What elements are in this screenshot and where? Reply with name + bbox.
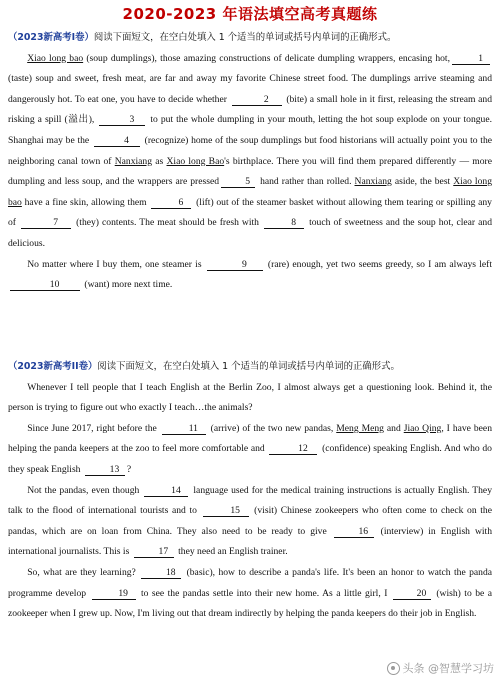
term-xiao-long-bao-2: Xiao long Bao bbox=[166, 155, 225, 167]
section-2-paragraph-3 bbox=[8, 481, 492, 563]
text-run: (visit) Chinese zookeepers who often come to check on the pandas, which are on loan from China. They also need to be ready to give bbox=[8, 505, 492, 537]
term-xiao-long-bao-3: Xiao long bao bbox=[8, 176, 492, 208]
blank-6[interactable]: 6 bbox=[151, 197, 191, 209]
text-run: 's birthplace. There you will find them prepared differently — more dumpling and less soup, and the wrappers are pressed bbox=[8, 155, 492, 188]
term-nanxiang-2: Nanxiang bbox=[354, 176, 392, 188]
term-jiao-qing: Jiao Qing bbox=[403, 422, 442, 434]
text-run: (lift) out of the steamer basket without allowing them tearing or spilling any of bbox=[8, 196, 492, 229]
blank-10[interactable]: 10 bbox=[10, 279, 80, 291]
text-run: , I have been helping the panda keepers at the zoo to feel more comfortable and bbox=[8, 422, 492, 455]
text-run: (confidence) speaking English. And who do they speak English bbox=[8, 443, 492, 475]
section-1-source-tag: （2023新高考Ⅰ卷） bbox=[8, 32, 94, 43]
text-run: (want) more next time. bbox=[82, 279, 173, 291]
section-1-paragraph-1 bbox=[8, 49, 492, 255]
text-run: and bbox=[383, 422, 404, 434]
watermark-text: 头条 @智慧学习坊 bbox=[402, 662, 494, 675]
text-run: (rare) enough, yet two seems greedy, so I am always left bbox=[264, 258, 493, 270]
text-run: (bite) a small hole in it first, releasing the stream and risking a spill (溢出), bbox=[8, 93, 492, 126]
text-run: to put the whole dumpling in your mouth, letting the hot soup explode on your tongue. Shanghai may be the bbox=[8, 114, 492, 146]
text-run: (they) contents. The meat should be fresh with bbox=[73, 217, 263, 229]
blank-14[interactable]: 14 bbox=[144, 485, 188, 497]
blank-5[interactable]: 5 bbox=[221, 176, 255, 188]
section-2-paragraph-4 bbox=[8, 563, 492, 625]
text-run: (recognize) home of the soup dumplings but food historians will actually point you to the neighboring canal town of bbox=[8, 134, 492, 167]
watermark bbox=[387, 660, 495, 676]
blank-20[interactable]: 20 bbox=[393, 588, 431, 600]
section-2 bbox=[8, 357, 492, 625]
text-run: (basic), how to describe a panda's life. It's been an honor to watch the panda programme develop bbox=[8, 566, 492, 599]
blank-4[interactable]: 4 bbox=[94, 135, 140, 147]
blank-19[interactable]: 19 bbox=[92, 588, 136, 600]
blank-13[interactable]: 13 bbox=[85, 464, 125, 476]
blank-18[interactable]: 18 bbox=[141, 567, 181, 579]
term-meng-meng: Meng Meng bbox=[336, 422, 384, 434]
watermark-logo-icon bbox=[387, 662, 400, 675]
section-1-instruction: 阅读下面短文，在空白处填入 1 个适当的单词或括号内单词的正确形式。 bbox=[93, 32, 397, 43]
text-run: (soup dumplings), those amazing constructions of delicate dumpling wrappers, encasing hot, bbox=[83, 52, 450, 64]
text-run: language used for the medical training instructions is actually English. They talk to the flood of international tourists and to bbox=[8, 484, 492, 517]
section-2-instruction: 阅读下面短文，在空白处填入 1 个适当的单词或括号内单词的正确形式。 bbox=[97, 361, 400, 372]
text-run: (taste) soup and sweet, fresh meat, are far and away my favorite Chinese street food. The dumplings arrive steaming and dangerously hot. To eat one, you have to decide whether bbox=[8, 73, 492, 105]
text-run: aside, the best bbox=[391, 176, 454, 188]
text-run: (interview) in English with international journalists. This is bbox=[8, 525, 493, 558]
text-run: touch of sweetness and the soup hot, clear and delicious. bbox=[8, 217, 493, 249]
blank-2[interactable]: 2 bbox=[232, 94, 282, 106]
text-run: Since June 2017, right before the bbox=[27, 422, 160, 434]
blank-11[interactable]: 11 bbox=[162, 423, 206, 435]
section-2-paragraph-1: Whenever I tell people that I teach English at the Berlin Zoo, I almost always get a questioning look. Behind it, the person is trying to figure out who exactly I teach…the animals? bbox=[8, 381, 492, 414]
text-run: as bbox=[152, 155, 167, 167]
blank-12[interactable]: 12 bbox=[269, 443, 317, 455]
blank-3[interactable]: 3 bbox=[99, 114, 145, 126]
term-nanxiang: Nanxiang bbox=[114, 155, 153, 167]
text-run: ? bbox=[126, 463, 132, 475]
text-run: So, what are they learning? bbox=[27, 566, 140, 578]
blank-1[interactable]: 1 bbox=[452, 53, 490, 65]
section-1-paragraph-2 bbox=[8, 255, 492, 296]
text-run: Not the pandas, even though bbox=[27, 484, 143, 496]
section-2-paragraph-2 bbox=[8, 419, 492, 481]
text-run: No matter where I buy them, one steamer is bbox=[27, 258, 205, 270]
blank-7[interactable]: 7 bbox=[21, 217, 71, 229]
text-run: hand rather than rolled. bbox=[257, 176, 355, 188]
section-1-heading bbox=[8, 28, 492, 49]
blank-8[interactable]: 8 bbox=[264, 217, 304, 229]
text-run: (wish) to be a zookeeper when I grew up. Now, I'm living out that dream indirectly by helping the panda keepers do their job in English. bbox=[8, 587, 492, 620]
section-1 bbox=[8, 28, 492, 296]
blank-17[interactable]: 17 bbox=[134, 546, 174, 558]
page-title: 2020-2023 年语法填空高考真题练 bbox=[122, 5, 378, 23]
text-run: they need an English trainer. bbox=[175, 546, 288, 558]
blank-16[interactable]: 16 bbox=[334, 526, 374, 538]
blank-15[interactable]: 15 bbox=[203, 505, 249, 517]
section-2-heading bbox=[8, 357, 492, 378]
text-run: (arrive) of the two new pandas, bbox=[207, 422, 337, 434]
text-run: have a fine skin, allowing them bbox=[21, 196, 150, 208]
blank-9[interactable]: 9 bbox=[207, 259, 263, 271]
section-2-source-tag: （2023新高考II卷） bbox=[8, 361, 98, 372]
term-xiao-long-bao: Xiao long bao bbox=[27, 52, 84, 64]
text-run: to see the pandas settle into their new home. As a little girl, I bbox=[137, 587, 391, 599]
